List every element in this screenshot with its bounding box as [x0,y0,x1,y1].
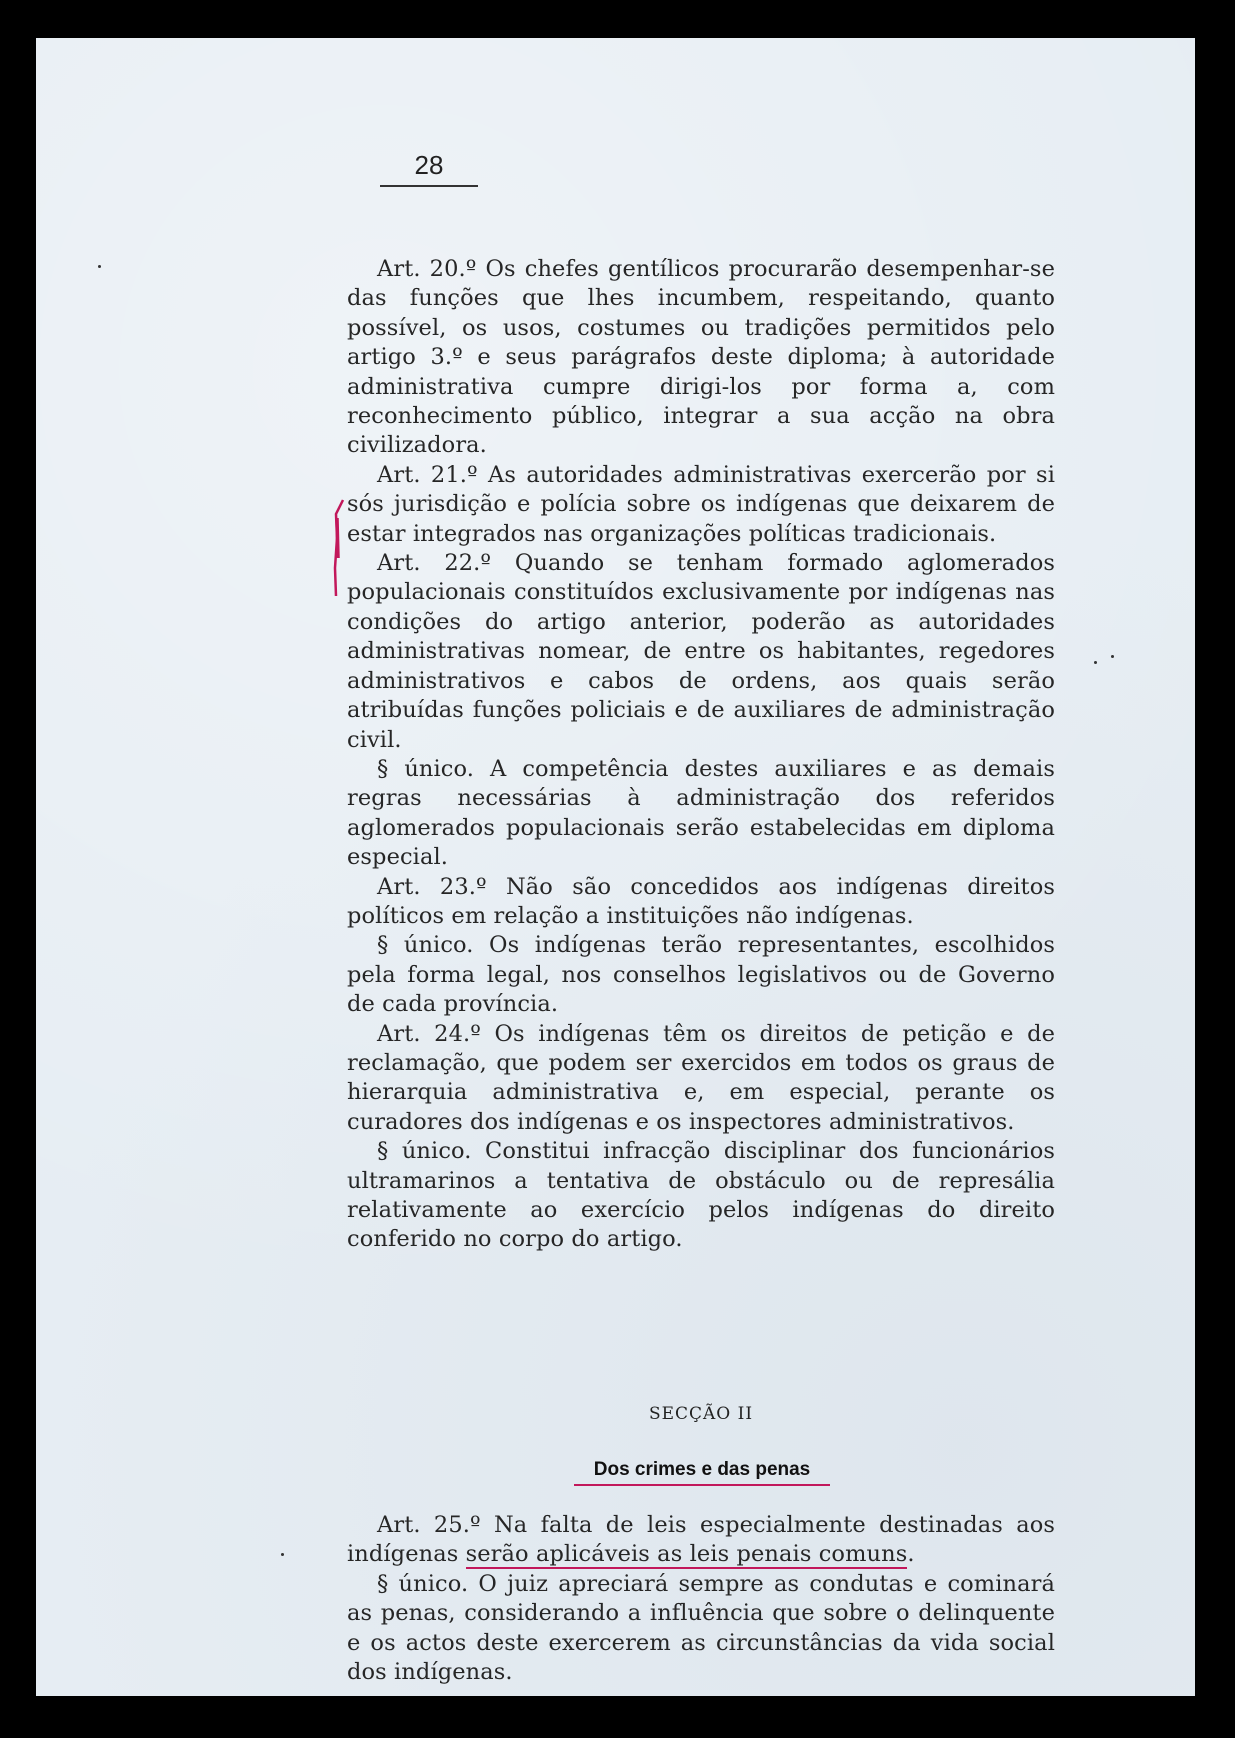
article-25-paragraph: § único. O juiz apreciará sempre as condutas e cominará as penas, considerando a influência que sobre o delinquente e os actos deste exercerem as circunstâncias da vida social dos indígenas. [347,1570,1055,1686]
article-22: Art. 22.º Quando se tenham formado aglomerados populacionais constituídos exclusivamente por indígenas nas condições do artigo anterior, poderão as autoridades administrativas nomear, de entre os habitantes, regedores administrativos e cabos de ordens, aos quais serão atribuídas funções policiais e de auxiliares de administração civil. [347,550,1055,753]
stray-mark [281,1553,284,1556]
section-label: SECÇÃO II [648,1404,754,1424]
articles-block [347,255,1055,1255]
article-25-lead: Art. 25.º Na falta de leis especialmente destinadas aos indígenas [347,1512,1055,1568]
section-title: Dos crimes e das penas [574,1459,830,1486]
article-25-end: . [907,1541,915,1568]
article-21: Art. 21.º As autoridades administrativas exercerão por si sós jurisdição e polícia sobre os indígenas que deixarem de estar integrados nas organizações políticas tradicionais. [347,461,1055,547]
stray-mark [1094,661,1097,664]
article-25 [347,1511,1055,1570]
stray-mark [1111,655,1114,658]
stray-mark [98,265,101,268]
page-number: 28 [380,150,478,187]
article-24: Art. 24.º Os indígenas têm os direitos de petição e de reclamação, que podem ser exercidos em todos os graus de hierarquia administrativa e, em especial, perante os curadores dos indígenas e os inspectores administrativos. [347,1020,1055,1135]
margin-annotation-mark [331,498,347,598]
article-23: Art. 23.º Não são concedidos aos indígenas direitos políticos em relação a instituições não indígenas. [347,873,1055,929]
section-articles-block [347,1511,1055,1687]
article-20: Art. 20.º Os chefes gentílicos procurarão desempenhar-se das funções que lhes incumbem, respeitando, quanto possível, os usos, costumes ou tradições permitidos pelo artigo 3.º e seus parágrafos deste diploma; à autoridade administrativa cumpre dirigi-los por forma a, com reconhecimento público, integrar a sua acção na obra civilizadora. [347,256,1055,459]
article-22-paragraph: § único. A competência destes auxiliares e as demais regras necessárias à administração dos referidos aglomerados populacionais serão estabelecidas em diploma especial. [347,755,1055,871]
article-23-paragraph: § único. Os indígenas terão representantes, escolhidos pela forma legal, nos conselhos legislativos ou de Governo de cada província. [347,932,1055,1018]
document-page [36,38,1195,1696]
article-24-paragraph: § único. Constitui infracção disciplinar dos funcionários ultramarinos a tentativa de obstáculo ou de represália relativamente ao exercício pelos indígenas do direito conferido no corpo do artigo. [347,1138,1055,1253]
article-25-underlined: serão aplicáveis as leis penais comuns [465,1541,908,1568]
